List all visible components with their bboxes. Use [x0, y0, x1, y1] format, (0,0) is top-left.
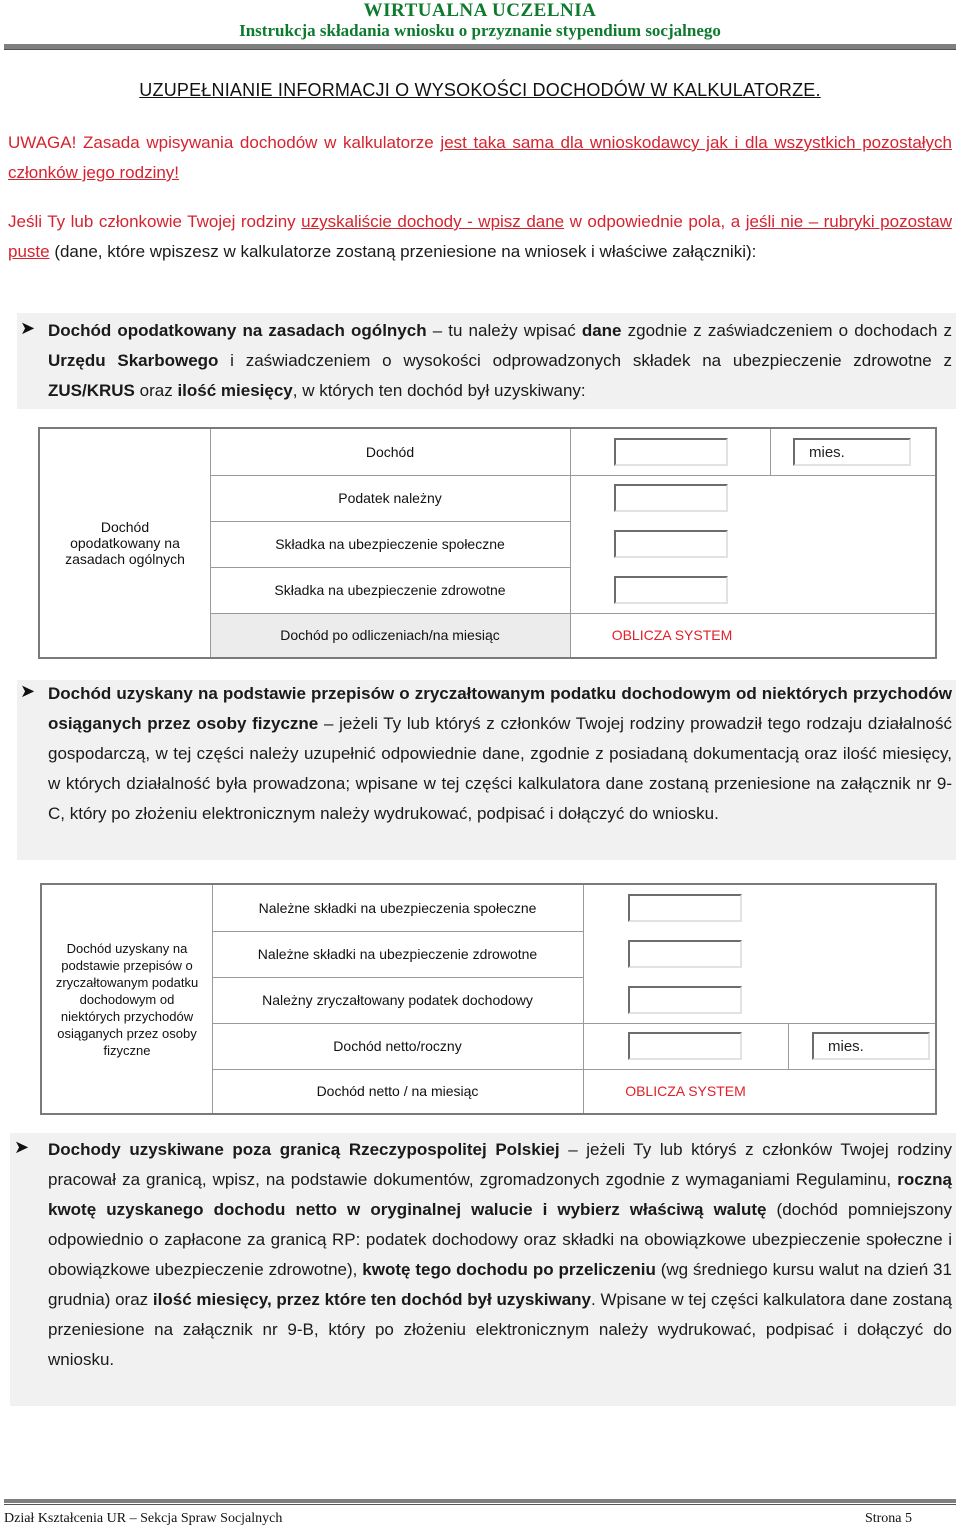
section1-text-2: zgodnie z zaświadczeniem o dochodach z — [621, 321, 952, 340]
section1-text-3: i zaświadczeniem o wysokości odprowadzonych składek na ubezpieczenie zdrowotne z — [218, 351, 952, 370]
calc2-row-tax-label: Należny zryczałtowany podatek dochodowy — [262, 992, 533, 1008]
section3-bold-2: roczną kwotę uzyskanego dochodu netto w oryginalnej walucie i wybierz właściwą walutę — [48, 1170, 952, 1219]
calc1-social-input[interactable] — [614, 530, 728, 558]
section3-text — [48, 1135, 952, 1375]
section1-bold-1: Dochód opodatkowany na zasadach ogólnych — [48, 321, 427, 340]
calc2-row-social-label: Należne składki na ubezpieczenia społeczne — [258, 900, 537, 916]
calc2-left-label: Dochód uzyskany na podstawie przepisów o zryczałtowanym podatku dochodowym od niektórych przychodów osiąganych przez osoby fizyczne — [55, 940, 199, 1058]
header-divider-thin — [4, 49, 956, 50]
calc2-row-net-monthly-label: Dochód netto / na miesiąc — [316, 1083, 479, 1099]
calc1-system-calculated: OBLICZA SYSTEM — [611, 627, 733, 643]
calc1-row-health-label: Składka na ubezpieczenie zdrowotne — [274, 582, 506, 598]
section3-text-3: (wg średniego kursu walut na dzień 31 grudnia) oraz — [48, 1260, 952, 1309]
section2-text-1: – jeżeli Ty lub któryś z członków Twojej rodziny prowadził tego rodzaju działalność gospodarczą, w tej części należy uzupełnić odpowiednie dane, zgodnie z posiadaną dokumentacją oraz ilość miesięcy, w których działalność była prowadzona; wpisane w tej części kalkulatora dane zostaną przeniesione na załącznik nr 9-C, który po złożeniu elektronicznym należy wydrukować, podpisać i dołączyć do wniosku. — [48, 714, 952, 823]
section3-bold-1: Dochody uzyskiwane poza granicą Rzeczypospolitej Polskiej — [48, 1140, 560, 1159]
section1-text-5: , w których ten dochód był uzyskiwany: — [292, 381, 586, 400]
warning-label: UWAGA! — [8, 133, 77, 152]
section1-bold-5: ilość miesięcy — [177, 381, 293, 400]
calc1-row-social-label: Składka na ubezpieczenie społeczne — [275, 536, 505, 552]
section3-bold-4: ilość miesięcy, przez które ten dochód był uzyskiwany — [152, 1290, 591, 1309]
section3-text-4: . Wpisane w tej części kalkulatora dane zostaną przeniesione na załącznik nr 9-B, który po złożeniu elektronicznym należy wydrukować, podpisać i dołączyć do wniosku. — [48, 1290, 952, 1369]
footer-page-number: Strona 5 — [864, 1511, 912, 1526]
footer-department: Dział Kształcenia UR – Sekcja Spraw Socjalnych — [4, 1511, 283, 1526]
section1-bold-4: ZUS/KRUS — [48, 381, 135, 400]
calc2-months-input[interactable]: mies. — [812, 1032, 930, 1060]
section1-text-4: oraz — [134, 381, 178, 400]
section3-text-2: (dochód pomniejszony odpowiednio o zapłacone za granicą RP: podatek dochodowy oraz składki na obowiązkowe ubezpieczenie społeczne i obowiązkowe ubezpieczenie zdrowotne), — [48, 1200, 952, 1279]
calc2-row-health-label: Należne składki na ubezpieczenie zdrowotne — [257, 946, 538, 962]
calculator-general-income — [38, 427, 937, 659]
section1-text — [48, 316, 952, 406]
calc1-row-income-label: Dochód — [365, 444, 415, 460]
calc2-tax-input[interactable] — [628, 986, 742, 1014]
section3-bold-3: kwotę tego dochodu po przeliczeniu — [362, 1260, 656, 1279]
footer-divider-thin — [4, 1504, 956, 1505]
calc2-system-calculated: OBLICZA SYSTEM — [625, 1083, 746, 1099]
intro-text-3: w odpowiednie pola, a — [564, 212, 746, 231]
section2-bold-1: Dochód uzyskany na podstawie przepisów o zryczałtowanym podatku dochodowym od niektórych przychodów osiąganych przez osoby fizyczne — [48, 684, 952, 733]
header-title: WIRTUALNA UCZELNIA — [363, 0, 597, 21]
calc1-income-input[interactable] — [614, 438, 728, 466]
calc1-months-input[interactable]: mies. — [793, 438, 911, 466]
footer-divider — [4, 1499, 956, 1503]
section1-text-1: – tu należy wpisać — [426, 321, 582, 340]
calc1-row-tax-label: Podatek należny — [338, 490, 442, 506]
calc1-left-label: Dochód opodatkowany na zasadach ogólnych — [65, 519, 185, 567]
section1-bold-2: dane — [581, 321, 622, 340]
intro-text-2: uzyskaliście dochody - wpisz dane — [301, 212, 565, 231]
calc1-row-net-label: Dochód po odliczeniach/na miesiąc — [280, 627, 500, 643]
warning-paragraph — [8, 128, 952, 188]
intro-text-5: (dane, które wpiszesz w kalkulatorze zostaną przeniesione na wniosek i właściwe załączniki): — [49, 242, 757, 261]
section1-bold-3: Urzędu Skarbowego — [48, 351, 219, 370]
calculator-lump-sum-income — [40, 883, 937, 1115]
warning-text-2: jest taka sama dla wnioskodawcy jak i dla wszystkich pozostałych członków jego rodziny! — [8, 133, 953, 182]
calc1-health-input[interactable] — [614, 576, 728, 604]
intro-text-1: Jeśli Ty lub członkowie Twojej rodziny — [8, 212, 302, 231]
calc1-tax-input[interactable] — [614, 484, 728, 512]
bullet-arrow-icon: ➤ — [14, 1137, 30, 1157]
calc2-social-input[interactable] — [628, 894, 742, 922]
intro-text-4: jeśli nie – rubryki pozostaw puste — [8, 212, 952, 261]
warning-text-1: Zasada wpisywania dochodów w kalkulatorze — [76, 133, 441, 152]
section3-text-1: – jeżeli Ty lub któryś z członków Twojej rodziny pracował za granicą, wpisz, na podstawie dokumentów, zgromadzonych zgodnie z wymaganiami Regulaminu, — [48, 1140, 952, 1189]
bullet-arrow-icon: ➤ — [20, 681, 36, 701]
calc2-row-net-yearly-label: Dochód netto/roczny — [333, 1038, 462, 1054]
calc2-net-yearly-input[interactable] — [628, 1032, 742, 1060]
header-subtitle: Instrukcja składania wniosku o przyznanie stypendium socjalnego — [239, 21, 721, 40]
page-title: UZUPEŁNIANIE INFORMACJI O WYSOKOŚCI DOCHODÓW W KALKULATORZE. — [139, 80, 821, 100]
intro-paragraph — [8, 207, 952, 267]
section2-text — [48, 679, 952, 829]
bullet-arrow-icon: ➤ — [20, 318, 36, 338]
calc2-health-input[interactable] — [628, 940, 742, 968]
